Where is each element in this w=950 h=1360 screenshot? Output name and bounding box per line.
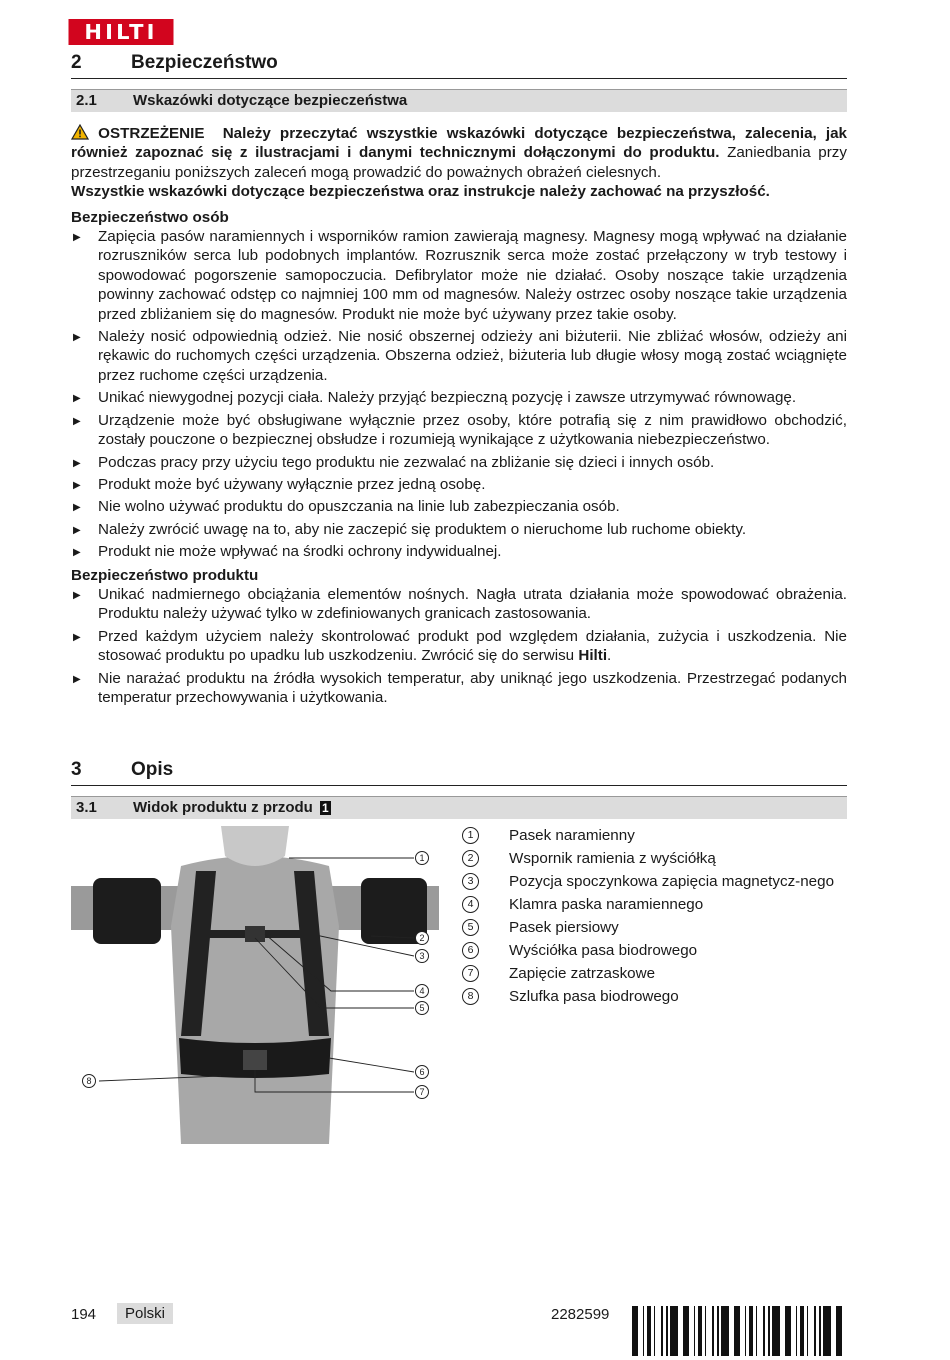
- left-shoulder-pad: [93, 878, 161, 944]
- bullet-triangle-icon: ▶: [73, 415, 81, 427]
- figure-reference-badge: 1: [322, 801, 329, 815]
- list-item: ▶ Należy zwrócić uwagę na to, aby nie zaczepić się produktem o nieruchome lub ruchome obiekty.: [71, 520, 847, 539]
- callout-7: 7: [419, 1087, 425, 1097]
- callout-8: 8: [86, 1076, 92, 1086]
- list-item: ▶ Nie wolno używać produktu do opuszczania na linie lub zabezpieczania osób.: [71, 497, 847, 516]
- legend-number: 5: [462, 919, 479, 936]
- keep-instructions-text: Wszystkie wskazówki dotyczące bezpieczeństwa oraz instrukcje należy zachować na przyszłość.: [71, 183, 770, 201]
- warning-block: [71, 124, 847, 710]
- callout-6: 6: [419, 1067, 425, 1077]
- hilti-logo: HILTI: [69, 19, 174, 45]
- subsection-number: 2.1: [76, 92, 97, 109]
- bullet-triangle-icon: ▶: [73, 524, 81, 536]
- list-item: ▶ Unikać nadmiernego obciążania elementów nośnych. Nagła utrata działania może spowodować obrażenia. Produktu należy używać tylko w zdefiniowanych granicach zastosowania.: [73, 585, 847, 623]
- legend-item: [462, 918, 842, 937]
- list-item: ▶ Urządzenie może być obsługiwane wyłącznie przez osoby, które potrafią się z nim prawidłowo obchodzić, zostały pouczone o bezpiecznej obsłudze i rozumieją wynikające z użytkowania niebezpieczeństwo.: [73, 411, 847, 449]
- page-number: 194: [71, 1306, 97, 1323]
- bullet-triangle-icon: ▶: [73, 332, 81, 344]
- product-safety-heading: Bezpieczeństwo produktu: [71, 566, 259, 584]
- legend-number: 1: [462, 827, 479, 844]
- bullet-triangle-icon: ▶: [73, 457, 81, 469]
- list-item: ▶ Zapięcia pasów naramiennych i wsporników ramion zawierają magnesy. Magnesy mogą wpływać na działanie rozruszników serca lub podobnych implantów. Rozrusznik serca może zostać przełączony w tryb testowy i spowodować pogorszenie samopoczucia. Defibrylator może nie działać. Osoby noszące takie urządzenia powinny zachować odstęp co najmniej 100 mm od magnesów. Należy ostrzec osoby noszące takie urządzenia przed zbliżaniem się do magnesów. Produkt nie może być używany przez takie osoby.: [73, 228, 847, 323]
- legend-number: 3: [462, 873, 479, 890]
- product-front-view-figure: [71, 826, 439, 1144]
- list-item: ▶ Podczas pracy przy użyciu tego produktu nie zezwalać na zbliżanie się dzieci i innych osób.: [71, 453, 847, 472]
- callout-3: 3: [419, 951, 425, 961]
- legend-item: [462, 964, 842, 983]
- subsection-title: Wskazówki dotyczące bezpieczeństwa: [133, 92, 408, 109]
- section-title: Bezpieczeństwo: [131, 52, 278, 73]
- legend-number: 4: [462, 896, 479, 913]
- legend-item: [462, 826, 842, 845]
- chest-buckle: [245, 926, 265, 942]
- language-label: Polski: [117, 1303, 173, 1324]
- list-item: ▶ Unikać niewygodnej pozycji ciała. Należy przyjąć bezpieczną pozycję i zawsze utrzymywać równowagę.: [71, 388, 847, 407]
- section-title: Opis: [131, 759, 174, 780]
- legend-number: 8: [462, 988, 479, 1005]
- callout-5: 5: [419, 1003, 425, 1013]
- warning-label: OSTRZEŻENIE: [98, 125, 205, 142]
- list-item: ▶ Przed każdym użyciem należy skontrolować produkt pod względem działania, zużycia i uszkodzenia. Nie stosować produktu po upadku lub uszkodzeniu. Zwrócić się do serwisu Hilti.: [73, 627, 847, 665]
- legend-number: 2: [462, 850, 479, 867]
- snap-buckle: [243, 1050, 267, 1070]
- bullet-triangle-icon: ▶: [73, 232, 81, 244]
- legend-number: 7: [462, 965, 479, 982]
- personal-safety-list: [71, 227, 847, 562]
- legend-item: [462, 872, 842, 891]
- figure-legend: [462, 826, 842, 1010]
- legend-item: [462, 895, 842, 914]
- callout-4: 4: [419, 986, 425, 996]
- product-safety-list: [71, 585, 847, 707]
- list-item: ▶ Produkt może być używany wyłącznie przez jedną osobę.: [71, 475, 847, 494]
- bullet-triangle-icon: ▶: [73, 589, 81, 601]
- warning-normal-text: Zaniedbania przy przestrzeganiu poniższych zaleceń mogą prowadzić do poważnych obrażeń cielesnych.: [71, 144, 847, 181]
- legend-item: [462, 849, 842, 868]
- legend-label: Pasek naramienny: [509, 827, 635, 844]
- section-2-heading: [71, 52, 847, 79]
- section-number: 2: [71, 52, 82, 73]
- subsection-title: Widok produktu z przodu: [133, 799, 313, 816]
- subsection-2-1-heading: [71, 89, 847, 112]
- legend-label: Wspornik ramienia z wyściółką: [509, 850, 716, 867]
- legend-label: Klamra paska naramiennego: [509, 896, 704, 913]
- document-number: 2282599: [551, 1306, 610, 1323]
- callout-2: 2: [419, 933, 425, 943]
- legend-item: [462, 987, 842, 1006]
- barcode-icon: [632, 1306, 847, 1356]
- subsection-3-1-heading: [71, 796, 847, 819]
- bullet-triangle-icon: ▶: [73, 479, 81, 491]
- list-item: ▶ Produkt nie może wpływać na środki ochrony indywidualnej.: [71, 542, 847, 561]
- callout-1: 1: [419, 853, 425, 863]
- warning-triangle-icon: [71, 124, 89, 140]
- legend-label: Pozycja spoczynkowa zapięcia magnetycz-nego: [509, 873, 835, 890]
- list-item: ▶ Należy nosić odpowiednią odzież. Nie nosić obszernej odzieży ani biżuterii. Nie zbliżać włosów, odzieży ani rękawic do ruchomych części urządzenia. Obszerna odzież, biżuteria lub długie włosy mogą zostać wciągnięte przez ruchome części urządzenia.: [73, 328, 847, 384]
- list-item: ▶ Nie narażać produktu na źródła wysokich temperatur, aby uniknąć jego uszkodzenia. Przestrzegać podanych temperatur przechowywania i użytkowania.: [73, 669, 847, 706]
- bullet-triangle-icon: ▶: [73, 631, 81, 643]
- personal-safety-heading: Bezpieczeństwo osób: [71, 208, 229, 226]
- section-number: 3: [71, 759, 82, 780]
- warning-bold-text: Należy przeczytać wszystkie wskazówki dotyczące bezpieczeństwa, zalecenia, jak również zapoznać się z ilustracjami i danymi technicznymi dołączonymi do produktu.: [71, 125, 847, 162]
- section-3-heading: [71, 759, 847, 786]
- legend-label: Szlufka pasa biodrowego: [509, 988, 679, 1005]
- legend-label: Wyściółka pasa biodrowego: [509, 942, 698, 959]
- legend-label: Zapięcie zatrzaskowe: [509, 965, 656, 982]
- brand-name: Hilti: [578, 647, 608, 665]
- bullet-triangle-icon: ▶: [73, 502, 81, 514]
- bullet-triangle-icon: ▶: [73, 673, 81, 685]
- legend-label: Pasek piersiowy: [509, 919, 619, 936]
- subsection-number: 3.1: [76, 799, 97, 816]
- legend-number: 6: [462, 942, 479, 959]
- bullet-triangle-icon: ▶: [73, 393, 81, 405]
- bullet-triangle-icon: ▶: [73, 547, 81, 559]
- legend-item: [462, 941, 842, 960]
